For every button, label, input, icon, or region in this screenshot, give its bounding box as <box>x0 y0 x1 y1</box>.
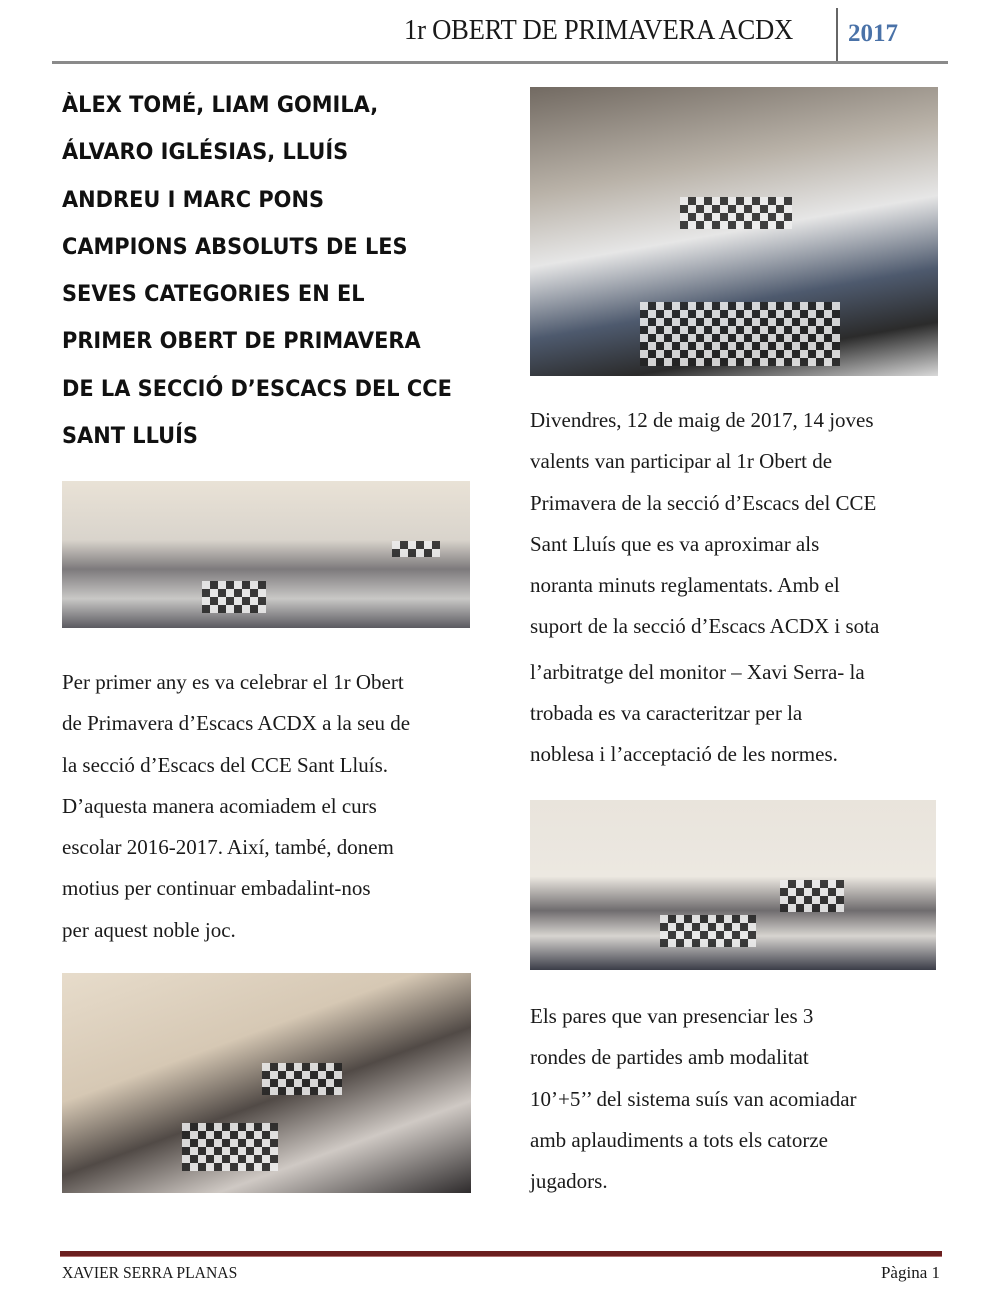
headline-line: DE LA SECCIÓ D’ESCACS DEL CCE <box>62 376 452 402</box>
right-paragraph-1 <box>530 400 879 776</box>
footer-author: XAVIER SERRA PLANAS <box>62 1263 238 1282</box>
left-paragraph <box>62 662 410 951</box>
text-line: de Primavera d’Escacs ACDX a la seu de <box>62 711 411 736</box>
text-line: Sant Lluís que es va aproximar als <box>530 531 820 556</box>
text-line: l’arbitratge del monitor – Xavi Serra- la <box>530 659 865 684</box>
text-line: rondes de partides amb modalitat <box>530 1045 809 1070</box>
headline-line: ÀLEX TOMÉ, LIAM GOMILA, <box>62 93 379 118</box>
chess-photo-room <box>62 481 470 628</box>
text-line: trobada es va caracteritzar per la <box>530 701 803 726</box>
text-line: valents van participar al 1r Obert de <box>530 449 833 474</box>
text-line: suport de la secció d’Escacs ACDX i sota <box>530 614 880 639</box>
chess-photo-players <box>62 973 471 1193</box>
text-line: D’aquesta manera acomiadem el curs <box>62 793 377 818</box>
footer-rule <box>60 1251 942 1257</box>
text-line: Per primer any es va celebrar el 1r Obert <box>62 670 404 694</box>
header-title: 1r OBERT DE PRIMAVERA ACDX <box>404 14 794 46</box>
headline-line: SANT LLUÍS <box>62 424 198 450</box>
chess-photo-kids <box>530 800 936 970</box>
header-rule <box>52 61 948 64</box>
text-line: Divendres, 12 de maig de 2017, 14 joves <box>530 408 874 432</box>
chess-photo-table <box>530 87 938 376</box>
text-line: Primavera de la secció d’Escacs del CCE <box>530 490 877 515</box>
headline-line: PRIMER OBERT DE PRIMAVERA <box>62 329 421 355</box>
headline <box>62 82 480 460</box>
headline-line: SEVES CATEGORIES EN EL <box>62 282 365 308</box>
text-line: noblesa i l’acceptació de les normes. <box>530 742 838 767</box>
headline-line: CAMPIONS ABSOLUTS DE LES <box>62 234 408 260</box>
right-paragraph-2 <box>530 996 857 1202</box>
text-line: per aquest noble joc. <box>62 917 236 942</box>
text-line: la secció d’Escacs del CCE Sant Lluís. <box>62 752 389 777</box>
header-divider <box>836 8 838 62</box>
text-line: amb aplaudiments a tots els catorze <box>530 1127 828 1152</box>
footer-page-number: Pàgina 1 <box>880 1263 940 1282</box>
text-line: 10’+5’’ del sistema suís van acomiadar <box>530 1086 857 1111</box>
header-year: 2017 <box>848 20 898 47</box>
text-line: jugadors. <box>530 1169 608 1194</box>
text-line: escolar 2016-2017. Així, també, donem <box>62 835 394 860</box>
text-line: motius per continuar embadalint-nos <box>62 876 371 901</box>
text-line: Els pares que van presenciar les 3 <box>530 1004 814 1028</box>
headline-line: ANDREU I MARC PONS <box>62 187 325 213</box>
text-line: noranta minuts reglamentats. Amb el <box>530 573 840 598</box>
headline-line: ÁLVARO IGLÉSIAS, LLUÍS <box>62 140 349 166</box>
